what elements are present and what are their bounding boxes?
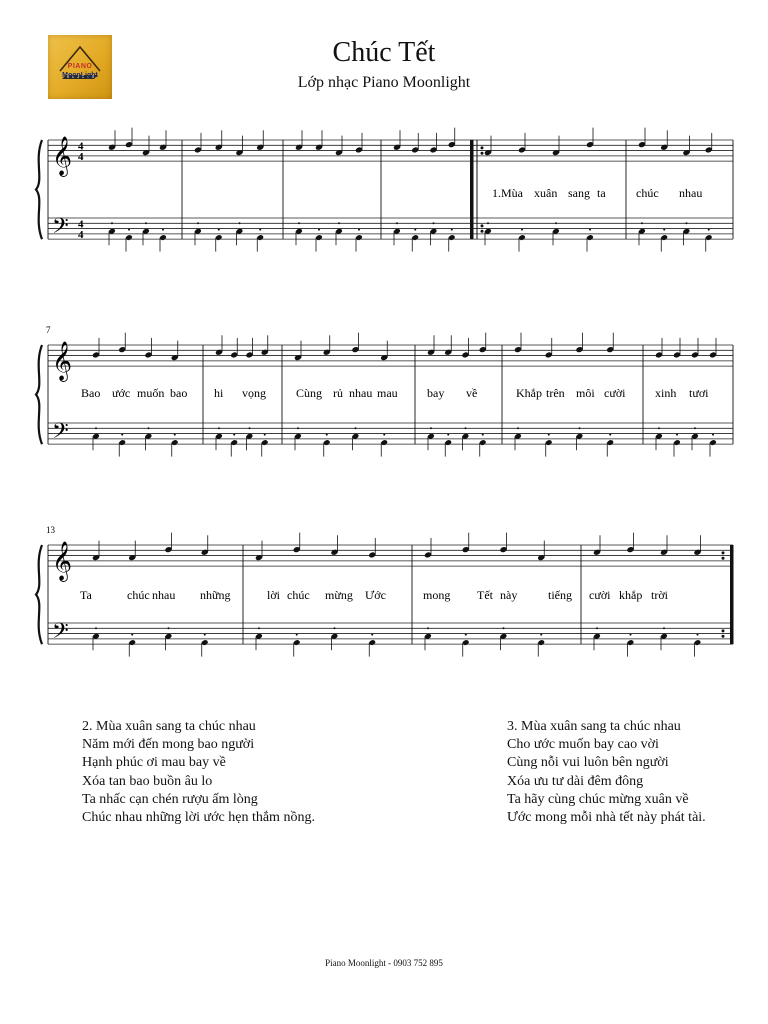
lyric-syllable: khắp [619,588,643,602]
verse-line: 3. Mùa xuân sang ta chúc nhau [507,719,681,734]
verse-line: Hạnh phúc ơi mau bay về [82,755,226,771]
measure-number: 13 [46,525,55,535]
staccato-dot [162,229,164,231]
bass-clef-icon: 𝄢 [52,619,69,650]
verse-line: Cho ước muốn bay cao vời [507,737,659,753]
lyric-syllable: mừng [325,588,353,602]
staccato-dot [451,229,453,231]
repeat-dot [722,635,725,638]
lyric-syllable: bay [427,386,445,400]
staccato-dot [697,634,699,636]
staccato-dot [427,627,429,629]
staccato-dot [694,427,696,429]
repeat-barline [470,140,474,239]
staccato-dot [579,427,581,429]
lyric-syllable: này [500,588,518,602]
lyric-syllable: Ước [365,588,386,602]
staccato-dot [414,229,416,231]
lyric-syllable: chúc [127,588,150,602]
repeat-dot [481,224,484,227]
staccato-dot [297,427,299,429]
staccato-dot [447,434,449,436]
verse-line: Ta nhấc cạn chén rượu ấm lòng [82,791,258,807]
treble-clef-icon: 𝄞 [52,136,73,177]
lyric-syllable: rủ [333,386,343,400]
staccato-dot [334,627,336,629]
lyric-syllable: hi [214,386,224,400]
staccato-dot [148,427,150,429]
staccato-dot [145,222,147,224]
staccato-dot [663,627,665,629]
lyric-syllable: nhau [679,186,703,200]
lyric-syllable: trời [651,588,669,602]
footer-contact: Piano Moonlight - 0903 752 895 [325,958,443,968]
staccato-dot [233,434,235,436]
lyric-syllable: tiếng [548,588,572,602]
lyric-syllable: cười [589,588,611,602]
lyric-syllable: Tết [477,588,493,602]
staccato-dot [296,634,298,636]
staccato-dot [658,427,660,429]
lyric-syllable: chúc [636,186,659,200]
measure-number: 7 [46,325,51,335]
staccato-dot [548,434,550,436]
verse-line: Ta hãy cùng chúc mừng xuân về [507,791,689,807]
staccato-dot [589,229,591,231]
staccato-dot [641,222,643,224]
lyric-syllable: sang [568,186,590,200]
lyric-syllable: lời [267,588,281,602]
staccato-dot [465,427,467,429]
repeat-dot [481,146,484,149]
staccato-dot [555,222,557,224]
staccato-dot [168,627,170,629]
treble-clef-icon: 𝄞 [52,541,73,582]
grand-staff-brace [36,140,42,239]
staccato-dot [258,627,260,629]
lyric-syllable: nhau [349,386,373,400]
logo-text-piano: PIANO [67,63,93,70]
grand-staff-brace [36,345,42,444]
staccato-dot [174,434,176,436]
repeat-dot [481,230,484,233]
staccato-dot [433,222,435,224]
song-subtitle: Lớp nhạc Piano Moonlight [297,74,471,91]
staccato-dot [396,222,398,224]
verse-line: Chúc nhau những lời ước hẹn thắm nồng. [82,810,315,826]
staccato-dot [521,229,523,231]
staccato-dot [430,427,432,429]
staccato-dot [95,427,97,429]
staccato-dot [128,229,130,231]
staccato-dot [540,634,542,636]
staccato-dot [326,434,328,436]
lyric-syllable: xinh [655,386,677,400]
repeat-dot [722,557,725,560]
staccato-dot [482,434,484,436]
staccato-dot [95,627,97,629]
score-system [36,325,733,457]
staccato-dot [204,634,206,636]
staccato-dot [686,222,688,224]
staccato-dot [487,222,489,224]
time-signature: 4 [78,140,84,153]
lyric-syllable: nhau [152,588,176,602]
verse-line: Cùng nỗi vui luôn bên người [507,755,669,771]
time-signature: 4 [78,218,84,231]
lyric-syllable: 1.Mùa [492,186,523,200]
lyric-syllable: bao [170,386,188,400]
staccato-dot [249,427,251,429]
score-system [36,525,734,657]
lyric-syllable: ước [112,386,131,400]
staccato-dot [338,222,340,224]
repeat-dot [481,152,484,155]
grand-staff-brace [36,545,42,644]
lyric-syllable: vọng [242,386,266,400]
staccato-dot [358,229,360,231]
lyric-syllable: Cùng [296,386,323,400]
score-system [36,128,733,252]
staccato-dot [465,634,467,636]
staccato-dot [383,434,385,436]
lyric-syllable: trên [546,386,565,400]
staccato-dot [708,229,710,231]
lyric-syllable: cười [604,386,626,400]
lyric-syllable: mau [377,386,398,400]
lyric-syllable: về [466,386,478,400]
treble-clef-icon: 𝄞 [52,341,73,382]
lyric-syllable: muốn [137,386,165,400]
lyric-syllable: Bao [81,386,101,400]
lyric-syllable: Khắp [516,386,542,400]
lyric-syllable: Ta [80,588,92,602]
staccato-dot [131,634,133,636]
staccato-dot [318,229,320,231]
staccato-dot [517,427,519,429]
final-repeat-barline [730,545,734,644]
staccato-dot [609,434,611,436]
lyric-syllable: chúc [287,588,310,602]
lyric-syllable: những [200,588,231,602]
staccato-dot [371,634,373,636]
time-signature: 4 [78,151,84,164]
time-signature: 4 [78,229,84,242]
staccato-dot [197,222,199,224]
staccato-dot [111,222,113,224]
lyric-syllable: tươi [689,386,709,400]
staccato-dot [298,222,300,224]
lyric-syllable: mong [423,588,451,602]
staccato-dot [121,434,123,436]
staccato-dot [218,427,220,429]
lyric-syllable: môi [576,386,595,400]
staccato-dot [676,434,678,436]
repeat-dot [722,551,725,554]
staccato-dot [239,222,241,224]
repeat-dot [722,629,725,632]
song-title: Chúc Tết [332,37,436,68]
staccato-dot [259,229,261,231]
staccato-dot [712,434,714,436]
staccato-dot [218,229,220,231]
staccato-dot [663,229,665,231]
lyric-syllable: xuân [534,186,558,200]
verse-line: Ước mong mỗi nhà tết này phát tài. [507,810,706,826]
verse-line: Xóa tan bao buồn âu lo [82,773,213,789]
verse-line: Xóa ưu tư dài đêm đông [507,773,644,789]
staccato-dot [630,634,632,636]
logo-text-moonlight: MoonLight [62,72,98,79]
staccato-dot [503,627,505,629]
verse-line: Năm mới đến mong bao người [82,737,255,753]
verse-line: 2. Mùa xuân sang ta chúc nhau [82,719,256,734]
lyric-syllable: ta [597,186,606,200]
verse-2 [82,718,315,827]
bass-clef-icon: 𝄢 [52,214,69,245]
bass-clef-icon: 𝄢 [52,419,69,450]
staccato-dot [264,434,266,436]
staccato-dot [596,627,598,629]
staccato-dot [355,427,357,429]
verse-3 [507,718,706,827]
